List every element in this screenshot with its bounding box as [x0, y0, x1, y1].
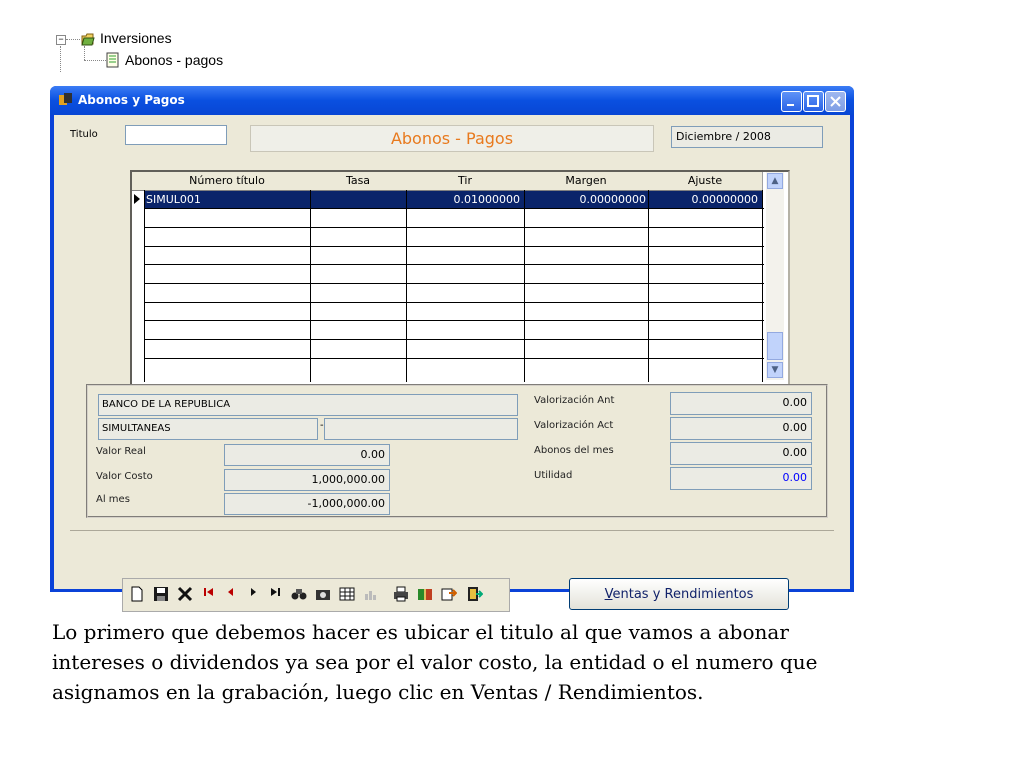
next-icon[interactable]: [244, 586, 262, 604]
titles-grid: [130, 170, 790, 386]
window-client: [54, 115, 850, 602]
cell-numero: SIMUL001: [146, 193, 201, 206]
valorizacion-act-label: Valorización Act: [534, 420, 614, 431]
tree-item-inversiones[interactable]: Inversiones: [100, 30, 172, 46]
scroll-down-icon[interactable]: ▼: [767, 362, 783, 378]
cell-tir: 0.01000000: [453, 193, 520, 206]
grid-scrollbar[interactable]: [766, 172, 784, 380]
close-button[interactable]: [825, 91, 846, 112]
valorizacion-ant-label: Valorización Ant: [534, 395, 615, 406]
period-field: Diciembre / 2008: [671, 126, 823, 148]
ventas-accel: V: [604, 587, 613, 602]
tipo-extra-field: [324, 418, 518, 440]
prev-icon[interactable]: [222, 586, 240, 604]
utilidad-field: 0.00: [670, 467, 812, 490]
valorizacion-ant-field: 0.00: [670, 392, 812, 415]
navigation-toolbar: [122, 578, 510, 612]
tree-item-abonos-pagos[interactable]: Abonos - pagos: [125, 52, 224, 68]
titulo-label: Titulo: [70, 129, 98, 140]
valor-real-field: 0.00: [224, 444, 390, 466]
new-icon[interactable]: [128, 586, 146, 604]
col-header-numero[interactable]: Número título: [144, 172, 311, 191]
first-icon[interactable]: [200, 586, 218, 604]
entidad-field: BANCO DE LA REPUBLICA: [98, 394, 518, 416]
scroll-thumb[interactable]: [767, 332, 783, 360]
banner-title: Abonos - Pagos: [250, 125, 654, 152]
ventas-label: entas y Rendimientos: [612, 587, 754, 602]
window-title: Abonos y Pagos: [78, 93, 185, 107]
export-icon[interactable]: [440, 586, 458, 604]
document-icon: [106, 52, 120, 68]
al-mes-label: Al mes: [96, 494, 130, 505]
col-header-tasa[interactable]: Tasa: [310, 172, 407, 191]
titulo-input[interactable]: [125, 125, 227, 145]
title-bar[interactable]: [50, 86, 854, 115]
valor-real-label: Valor Real: [96, 446, 146, 457]
col-header-margen[interactable]: Margen: [524, 172, 649, 191]
book-icon[interactable]: [416, 586, 434, 604]
table-row[interactable]: [144, 191, 763, 208]
minimize-button[interactable]: [781, 91, 802, 112]
utilidad-label: Utilidad: [534, 470, 573, 481]
slide-caption: Lo primero que debemos hacer es ubicar el titulo al que vamos a abonar intereses o dividendos ya sea por el valor costo, la entidad o el numero que asignamos en la grabación, luego clic en Ventas / Rendimientos.: [52, 620, 818, 704]
cell-ajuste: 0.00000000: [691, 193, 758, 206]
tree-view: [56, 28, 316, 74]
ventas-rendimientos-button[interactable]: [569, 578, 789, 610]
valorizacion-act-field: 0.00: [670, 417, 812, 440]
camera-icon[interactable]: [314, 586, 332, 604]
save-icon[interactable]: [152, 586, 170, 604]
col-header-tir[interactable]: Tir: [406, 172, 525, 191]
maximize-button[interactable]: [803, 91, 824, 112]
tipo-field: SIMULTANEAS: [98, 418, 318, 440]
last-icon[interactable]: [266, 586, 284, 604]
folder-icon: [80, 31, 96, 47]
col-header-ajuste[interactable]: Ajuste: [648, 172, 763, 191]
delete-icon[interactable]: [176, 586, 194, 604]
al-mes-field: -1,000,000.00: [224, 493, 390, 515]
valor-costo-field: 1,000,000.00: [224, 469, 390, 491]
details-panel: BANCO DE LA REPUBLICA SIMULTANEAS - Valor Real 0.00 Valor Costo 1,000,000.00 Al mes -1,000,000.00 Valorización Ant 0.00 Valorización Act 0.00 Abonos del mes 0.00 Utilidad 0.00: [86, 384, 828, 518]
table-icon[interactable]: [338, 586, 356, 604]
abonos-window: [50, 86, 854, 602]
collapse-icon[interactable]: −: [56, 35, 66, 45]
abonos-mes-label: Abonos del mes: [534, 445, 614, 456]
scroll-up-icon[interactable]: ▲: [767, 173, 783, 189]
print-icon[interactable]: [392, 586, 410, 604]
exit-icon[interactable]: [466, 586, 484, 604]
valor-costo-label: Valor Costo: [96, 471, 153, 482]
chart-icon[interactable]: [362, 586, 380, 604]
cell-margen: 0.00000000: [579, 193, 646, 206]
abonos-mes-field: 0.00: [670, 442, 812, 465]
find-icon[interactable]: [290, 586, 308, 604]
app-icon: [58, 92, 74, 108]
row-indicator-icon: [134, 194, 140, 204]
